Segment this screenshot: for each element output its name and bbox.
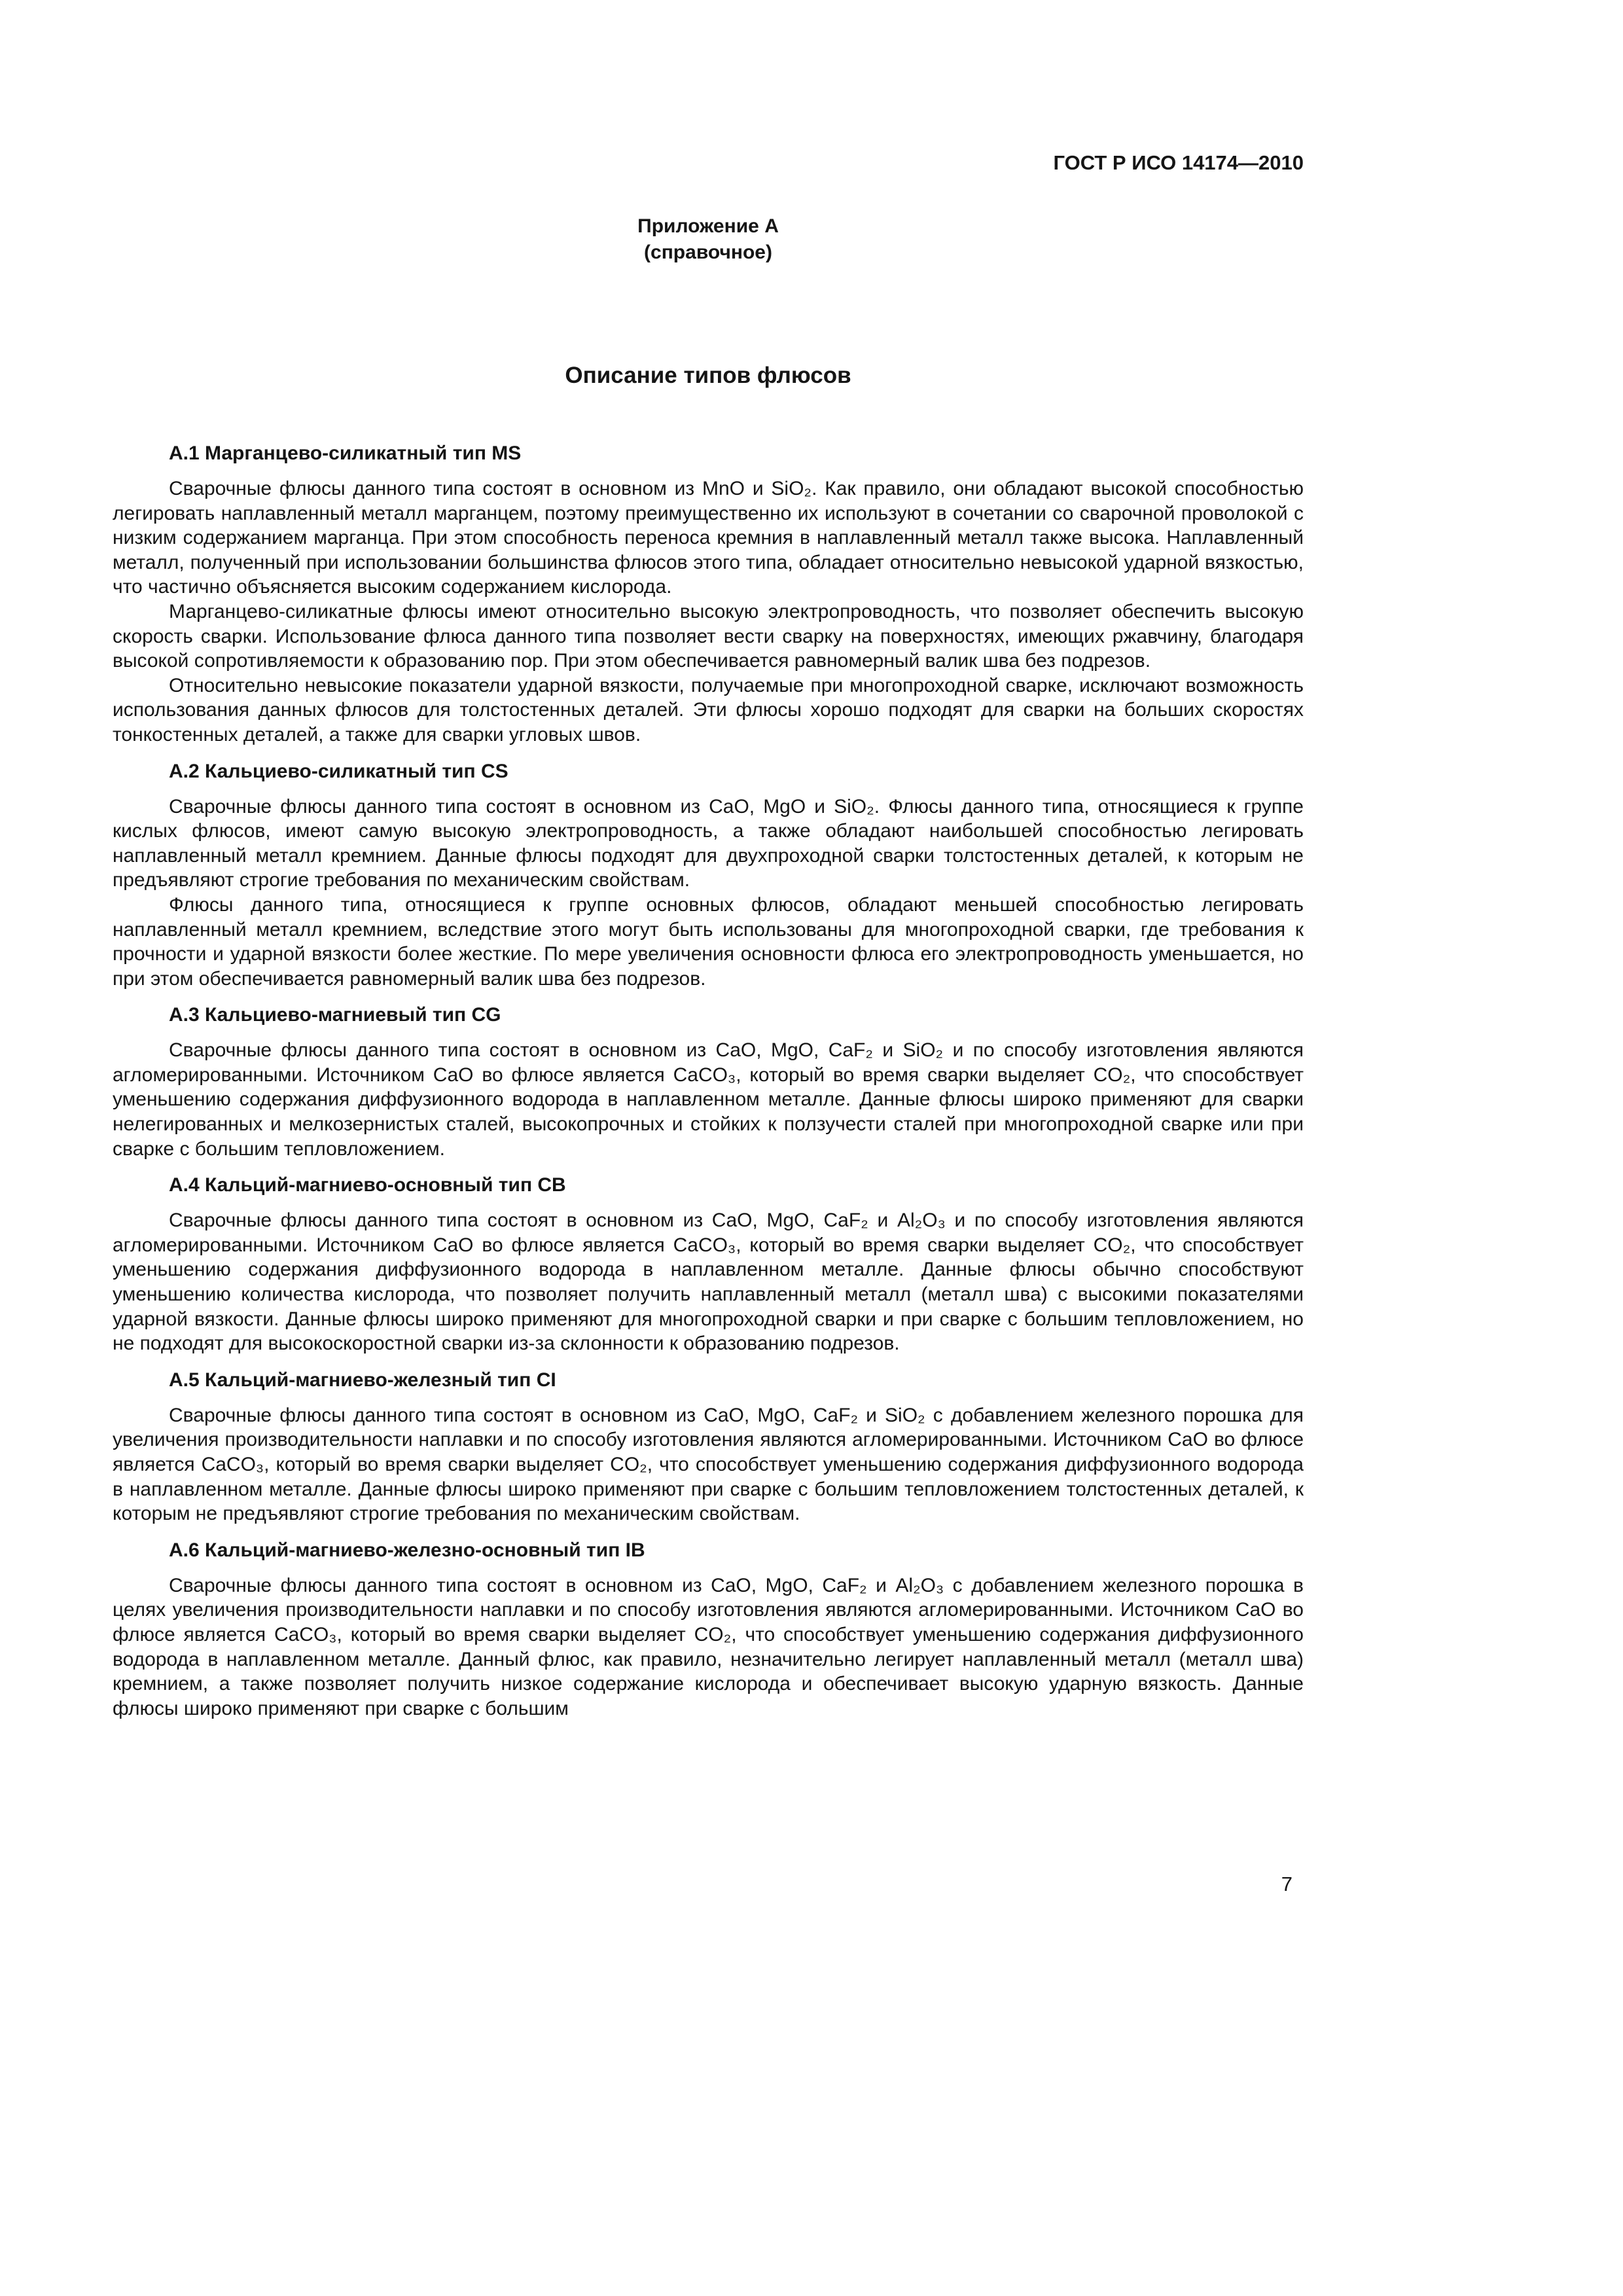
paragraph: Сварочные флюсы данного типа состоят в основном из CaO, MgO, CaF₂ и SiO₂ и по способу изготовления являются агломерированными. Источником CaO во флюсе является CaCO₃, который во время сварки выделяет CO₂, что способствует уменьшению содержания диффузионного водорода в наплавленном металле. Данные флюсы широко применяют для сварки нелегированных и мелкозернистых сталей, высокопрочных и стойких к ползучести сталей при многопроходной сварке или при сварке с большим тепловложением. [113,1039,1304,1160]
page-number: 7 [1281,1873,1293,1895]
flux-type-section [113,1173,1304,1356]
section-heading: А.5 Кальций-магниево-железный тип CI [169,1369,556,1391]
flux-type-section [113,1368,1304,1526]
paragraph: Марганцево-силикатные флюсы имеют относительно высокую электропроводность, что позволяет обеспечить высокую скорость сварки. Использование флюса данного типа позволяет вести сварку на поверхностях, имеющих ржавчину, благодаря высокой сопротивляемости к образованию пор. При этом обеспечивается равномерный валик шва без подрезов. [113,600,1304,672]
paragraph: Сварочные флюсы данного типа состоят в основном из CaO, MgO, CaF₂ и Al₂O₃ и по способу изготовления являются агломерированными. Источником CaO во флюсе является CaCO₃, который во время сварки выделяет CO₂, что способствует уменьшению содержания диффузионного водорода в наплавленном металле. Данные флюсы обычно способствуют уменьшению количества кислорода, что позволяет получить наплавленный металл (металл шва) с высокими показателями ударной вязкости. Данные флюсы широко применяют для многопроходной сварки и при сварке с большим тепловложением, но не подходят для высокоскоростной сварки из-за склонности к образованию подрезов. [113,1210,1304,1355]
flux-type-section [113,759,1304,992]
annex-name: Приложение А [637,215,779,237]
section-heading: А.6 Кальций-магниево-железно-основный тип IB [169,1539,645,1561]
paragraph: Флюсы данного типа, относящиеся к группе основных флюсов, обладают меньшей способностью легировать наплавленный металл кремнием, вследствие этого могут быть использованы для многопроходной сварки, где требования к прочности и ударной вязкости более жесткие. По мере увеличения основности флюса его электропроводность уменьшается, но при этом обеспечивается равномерный валик шва без подрезов. [113,893,1304,990]
paragraph: Сварочные флюсы данного типа состоят в основном из CaO, MgO, CaF₂ и Al₂O₃ с добавлением железного порошка в целях увеличения производительности наплавки и по способу изготовления являются агломерированными. Источником CaO во флюсе является CaCO₃, который во время сварки выделяет CO₂, что способствует уменьшению содержания диффузионного водорода в наплавленном металле. Данный флюс, как правило, незначительно легирует наплавленный металл (металл шва) кремнием, а также позволяет получить низкое содержание кислорода и обеспечивает высокую ударную вязкость. Данные флюсы широко применяют при сварке с большим [113,1574,1304,1719]
section-heading: А.3 Кальциево-магниевый тип CG [169,1004,501,1026]
section-heading: А.4 Кальций-магниево-основный тип CB [169,1174,566,1196]
sections-container [113,441,1304,1721]
annex-type: (справочное) [644,242,772,263]
document-standard-number: ГОСТ Р ИСО 14174—2010 [1053,151,1304,174]
document-content [113,152,1304,1721]
section-heading: А.1 Марганцево-силикатный тип MS [169,442,522,464]
paragraph: Сварочные флюсы данного типа состоят в основном из MnO и SiO₂. Как правило, они обладают высокой способностью легировать наплавленный металл марганцем, поэтому преимущественно их используют в сочетании со сварочной проволокой с низким содержанием марганца. При этом способность переноса кремния в наплавленный металл также высока. Наплавленный металл, полученный при использовании большинства флюсов этого типа, обладает относительно невысокой ударной вязкостью, что частично объясняется высоким содержанием кислорода. [113,478,1304,598]
document-title: Описание типов флюсов [565,363,851,388]
flux-type-section [113,1003,1304,1161]
section-heading: А.2 Кальциево-силикатный тип CS [169,760,508,782]
paragraph: Сварочные флюсы данного типа состоят в основном из CaO, MgO, CaF₂ и SiO₂ с добавлением железного порошка для увеличения производительности наплавки и по способу изготовления являются агломерированными. Источником CaO во флюсе является CaCO₃, который во время сварки выделяет CO₂, что способствует уменьшению содержания диффузионного водорода в наплавленном металле. Данные флюсы широко применяют при сварке с большим тепловложением толстостенных деталей, к которым не предъявляют строгие требования по механическим свойствам. [113,1404,1304,1525]
flux-type-section [113,441,1304,747]
paragraph: Сварочные флюсы данного типа состоят в основном из CaO, MgO и SiO₂. Флюсы данного типа, относящиеся к группе кислых флюсов, имеют самую высокую электропроводность, а также обладают наибольшей способностью легировать наплавленный металл кремнием. Данные флюсы подходят для двухпроходной сварки толстостенных деталей, к которым не предъявляют строгие требования по механическим свойствам. [113,795,1304,891]
paragraph: Относительно невысокие показатели ударной вязкости, получаемые при многопроходной сварке, исключают возможность использования данных флюсов для толстостенных деталей. Эти флюсы хорошо подходят для сварки на больших скоростях тонкостенных деталей, а также для сварки угловых швов. [113,674,1304,745]
flux-type-section [113,1538,1304,1721]
